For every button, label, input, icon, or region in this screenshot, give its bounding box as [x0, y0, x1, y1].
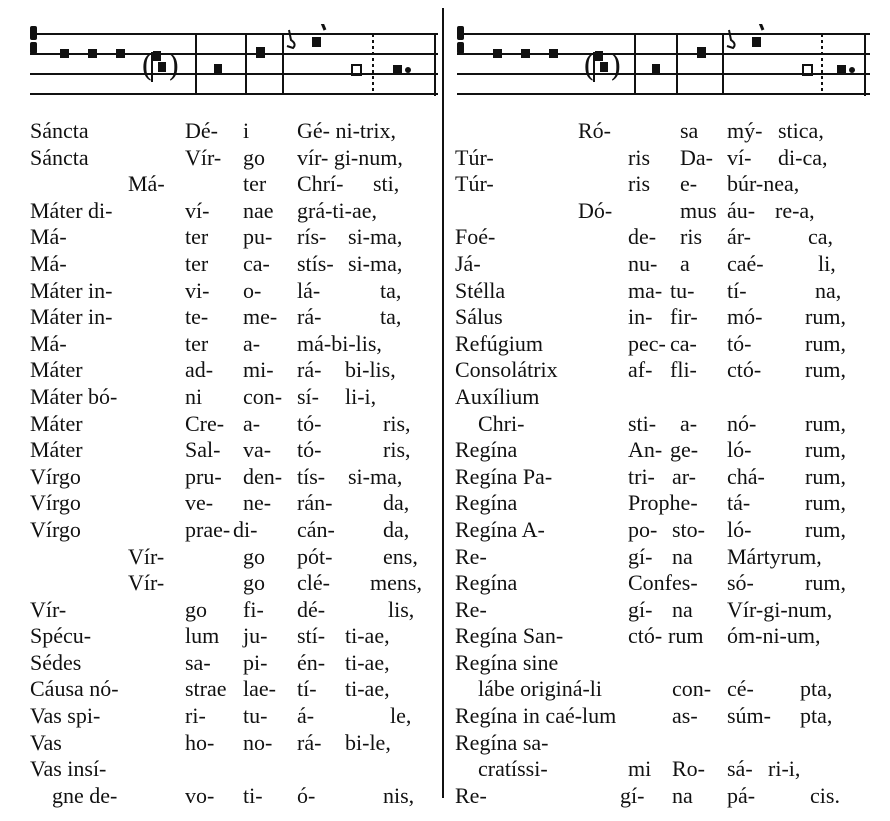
line-start-text: Túr-	[455, 171, 494, 197]
syllable: áu-	[727, 197, 756, 223]
syllable: ca,	[808, 224, 834, 250]
syllable: nis,	[383, 782, 415, 808]
syllable: vi-	[185, 277, 210, 303]
syllable: pta,	[800, 676, 833, 702]
syllable: mens,	[370, 570, 422, 596]
line-start-text: Vas insí-	[30, 756, 107, 782]
syllable: ris	[628, 144, 650, 170]
syllable: ens,	[383, 543, 418, 569]
syllable: go	[243, 144, 265, 170]
svg-text:): )	[168, 49, 180, 84]
syllable: con-	[672, 676, 712, 702]
syllable: lum	[185, 623, 220, 649]
line-start-text: lábe originá-li	[478, 676, 603, 702]
syllable: tó-	[297, 410, 322, 436]
line-start-text: Máter in-	[30, 277, 113, 303]
syllable: tí-	[297, 676, 317, 702]
syllable: na,	[815, 277, 842, 303]
syllable: ter	[185, 250, 209, 276]
syllable: Chrí-	[297, 171, 344, 197]
syllable: si-ma,	[348, 250, 403, 276]
line-start-text: Regína sine	[455, 649, 559, 675]
syllable: ju-	[243, 623, 268, 649]
syllable: si-ma,	[348, 224, 403, 250]
line-start-text: Auxílium	[455, 383, 540, 409]
litany-line	[0, 250, 836, 278]
syllable: pec-	[628, 330, 666, 356]
syllable: rum,	[805, 516, 846, 542]
line-start-text: Vas spi-	[30, 703, 101, 729]
syllable: po-	[628, 516, 658, 542]
line-start-text: Túr-	[455, 144, 494, 170]
syllable: i	[243, 118, 250, 143]
line-start-text: Regína sa-	[455, 729, 549, 755]
litany-line	[0, 330, 846, 358]
syllable: ni	[185, 383, 203, 409]
line-start-text: Re-	[455, 782, 487, 808]
syllable: me-	[243, 304, 278, 330]
line-start-text: Regína	[455, 437, 518, 463]
syllable: Da-	[680, 144, 713, 170]
syllable: den-	[243, 463, 283, 489]
line-start-text: Dó-	[578, 197, 613, 223]
syllable: cán-	[297, 516, 335, 542]
syllable: as-	[672, 703, 698, 729]
line-start-text: Máter	[30, 410, 83, 436]
syllable: no-	[243, 729, 273, 755]
syllable: ris,	[383, 437, 411, 463]
syllable: rum,	[805, 463, 846, 489]
syllable: ad-	[185, 357, 214, 383]
line-start-text: Re-	[455, 596, 487, 622]
syllable: rum,	[805, 357, 846, 383]
syllable: sto-	[672, 516, 705, 542]
syllable: ti-ae,	[345, 676, 390, 702]
syllable: cé-	[727, 676, 754, 702]
chant-notation-right	[455, 24, 875, 100]
syllable: rum,	[805, 570, 846, 596]
line-start-text: Regína A-	[455, 516, 545, 542]
syllable: ti-ae,	[345, 649, 390, 675]
syllable: mi	[628, 756, 652, 782]
syllable: dé-	[297, 596, 326, 622]
line-start-text: Sáncta	[30, 144, 89, 170]
syllable: de-	[628, 224, 657, 250]
syllable: go	[243, 570, 265, 596]
syllable: pru-	[185, 463, 222, 489]
litany-line	[0, 676, 833, 703]
syllable: ter	[185, 224, 209, 250]
syllable: Dé-	[185, 118, 218, 143]
syllable: ter	[185, 330, 209, 356]
syllable: rá-	[297, 729, 322, 755]
litany-line	[0, 543, 822, 571]
syllable: ló-	[727, 437, 752, 463]
litany-line	[0, 596, 833, 624]
syllable: gí-	[620, 782, 645, 808]
syllable: gí-	[628, 543, 653, 569]
syllable: grá-ti-ae,	[297, 197, 377, 223]
line-start-text: Refúgium	[455, 330, 543, 356]
syllable: lá-	[297, 277, 321, 303]
syllable: tu-	[243, 703, 268, 729]
syllable: tí-	[727, 277, 747, 303]
syllable: gí-	[628, 596, 653, 622]
syllable: ctó-	[727, 357, 762, 383]
syllable: ti-	[243, 782, 263, 808]
syllable: va-	[243, 437, 272, 463]
syllable: li,	[818, 250, 836, 276]
line-start-text: Sálus	[455, 304, 503, 330]
syllable: ó-	[297, 782, 316, 808]
litany-line	[0, 357, 846, 384]
litany-line	[0, 782, 840, 810]
syllable: chá-	[727, 463, 765, 489]
litany-column-right	[0, 118, 846, 809]
litany-line	[0, 277, 842, 305]
syllable: pót-	[297, 543, 333, 569]
syllable: na	[672, 782, 693, 808]
syllable: ris,	[383, 410, 411, 436]
line-start-text: Vírgo	[30, 516, 81, 542]
line-start-text: Máter in-	[30, 304, 113, 330]
syllable: Mártyrum,	[727, 543, 822, 569]
litany-line	[0, 197, 815, 225]
syllable: di-	[233, 516, 258, 542]
syllable: mó-	[727, 304, 763, 330]
syllable: le,	[390, 703, 412, 729]
syllable: rís-	[297, 224, 327, 250]
syllable: stí-	[297, 623, 326, 649]
svg-text:): )	[610, 49, 622, 84]
syllable: Prophe-	[628, 490, 698, 516]
syllable: pu-	[243, 224, 273, 250]
syllable: sá-	[727, 756, 753, 782]
syllable: re-a,	[775, 197, 815, 223]
litany-line	[0, 144, 828, 172]
syllable: vír- gi-num,	[297, 144, 403, 170]
syllable: sti-	[628, 410, 657, 436]
syllable: tó-	[297, 437, 322, 463]
syllable: ví-	[727, 144, 752, 170]
syllable: rum,	[805, 490, 846, 516]
syllable: a	[680, 250, 690, 276]
litany-line	[0, 729, 549, 757]
line-start-text: Máter di-	[30, 197, 113, 223]
syllable: stís-	[297, 250, 334, 276]
syllable: ca-	[670, 330, 697, 356]
syllable: fli-	[670, 357, 697, 383]
litany-line	[0, 118, 824, 145]
syllable: rum	[668, 623, 704, 649]
syllable: só-	[727, 570, 754, 596]
syllable: lae-	[243, 676, 276, 702]
syllable: si-ma,	[348, 463, 403, 489]
line-start-text: Cáusa nó-	[30, 676, 119, 702]
music-staff-left	[28, 24, 440, 94]
syllable: rum,	[805, 410, 846, 436]
syllable: na	[672, 543, 693, 569]
svg-text:(: (	[141, 49, 153, 84]
line-start-text: Foé-	[455, 224, 496, 250]
line-start-text: Sáncta	[30, 118, 89, 143]
line-start-text: Sédes	[30, 649, 82, 675]
line-start-text: Máter	[30, 357, 83, 383]
line-start-text: Vír-	[128, 570, 165, 596]
line-start-text: Consolátrix	[455, 357, 558, 383]
syllable: nó-	[727, 410, 757, 436]
syllable: ri-i,	[768, 756, 801, 782]
syllable: lis,	[388, 596, 415, 622]
syllable: ti-ae,	[345, 623, 390, 649]
syllable: na	[672, 596, 693, 622]
column-divider	[442, 8, 444, 798]
syllable: búr-nea,	[727, 171, 800, 197]
syllable: tri-	[628, 463, 655, 489]
syllable: má-bi-lis,	[297, 330, 382, 356]
litany-line	[0, 171, 800, 198]
litany-line	[0, 410, 846, 438]
syllable: con-	[243, 383, 283, 409]
syllable: ter	[243, 171, 267, 197]
syllable: Vír-	[185, 144, 222, 170]
syllable: af-	[628, 357, 653, 383]
syllable: tís-	[297, 463, 326, 489]
syllable: bi-lis,	[345, 357, 396, 383]
litany-line	[0, 516, 846, 544]
syllable: li-i,	[345, 383, 377, 409]
syllable: stica,	[778, 118, 824, 143]
music-staff-right	[455, 24, 875, 94]
syllable: mus	[680, 197, 717, 223]
line-start-text: Má-	[128, 171, 165, 197]
line-start-text: Ró-	[578, 118, 611, 143]
line-start-text: Má-	[30, 224, 67, 250]
syllable: mý-	[727, 118, 763, 143]
line-start-text: Máter bó-	[30, 383, 118, 409]
syllable: rum,	[805, 330, 846, 356]
syllable: a-	[243, 330, 261, 356]
syllable: ge-	[670, 437, 699, 463]
syllable: óm-ni-um,	[727, 623, 821, 649]
syllable: sa	[680, 118, 699, 143]
syllable: a-	[680, 410, 698, 436]
syllable: rán-	[297, 490, 333, 516]
syllable: rum,	[805, 437, 846, 463]
litany-line	[0, 224, 834, 251]
syllable: a-	[243, 410, 261, 436]
line-start-text: Re-	[455, 543, 487, 569]
litany-line	[0, 490, 846, 517]
litany-line	[0, 304, 846, 331]
line-start-text: Chri-	[478, 410, 525, 436]
syllable: ar-	[672, 463, 696, 489]
syllable: da,	[383, 516, 410, 542]
syllable: ris	[628, 171, 650, 197]
syllable: go	[185, 596, 207, 622]
line-start-text: Spécu-	[30, 623, 92, 649]
line-start-text: Vírgo	[30, 490, 81, 516]
litany-line	[0, 756, 801, 783]
syllable: rá-	[297, 357, 322, 383]
syllable: o-	[243, 277, 262, 303]
litany-line	[0, 623, 821, 650]
syllable: mi-	[243, 357, 274, 383]
syllable: rá-	[297, 304, 322, 330]
syllable: ta,	[380, 277, 402, 303]
line-start-text: cratíssi-	[478, 756, 548, 782]
line-start-text: Regína	[455, 570, 518, 596]
syllable: ctó-	[628, 623, 663, 649]
litany-line	[0, 570, 846, 597]
syllable: da,	[383, 490, 410, 516]
syllable: á-	[297, 703, 315, 729]
syllable: caé-	[727, 250, 764, 276]
syllable: Ro-	[672, 756, 705, 782]
syllable: Vír-gi-num,	[727, 596, 833, 622]
syllable: ca-	[243, 250, 270, 276]
syllable: ri-	[185, 703, 206, 729]
syllable: ris	[680, 224, 702, 250]
syllable: Gé- ni-trix,	[297, 118, 396, 143]
syllable: vo-	[185, 782, 215, 808]
line-start-text: Vír-	[128, 543, 165, 569]
line-start-text: Vírgo	[30, 463, 81, 489]
syllable: ne-	[243, 490, 272, 516]
syllable: pá-	[727, 782, 756, 808]
syllable: sa-	[185, 649, 211, 675]
syllable: súm-	[727, 703, 771, 729]
syllable: pta,	[800, 703, 833, 729]
syllable: cis.	[810, 782, 840, 808]
syllable: tó-	[727, 330, 752, 356]
syllable: bi-le,	[345, 729, 391, 755]
litany-line	[0, 649, 559, 677]
syllable: rum,	[805, 304, 846, 330]
syllable: tu-	[670, 277, 695, 303]
syllable: tá-	[727, 490, 751, 516]
syllable: ve-	[185, 490, 214, 516]
syllable: nu-	[628, 250, 658, 276]
line-start-text: Regína San-	[455, 623, 564, 649]
syllable: pi-	[243, 649, 268, 675]
syllable: sti,	[373, 171, 400, 197]
syllable: Confes-	[628, 570, 698, 596]
line-start-text: Regína in caé-lum	[455, 703, 617, 729]
syllable: Sal-	[185, 437, 221, 463]
line-start-text: Vír-	[30, 596, 67, 622]
syllable: in-	[628, 304, 653, 330]
syllable: fir-	[670, 304, 698, 330]
litany-line	[0, 437, 846, 464]
syllable: prae-	[185, 516, 231, 542]
line-start-text: Stélla	[455, 277, 506, 303]
syllable: go	[243, 543, 265, 569]
litany-line	[0, 383, 540, 411]
syllable: ho-	[185, 729, 215, 755]
chant-notation-left	[28, 24, 440, 100]
syllable: nae	[243, 197, 274, 223]
syllable: clé-	[297, 570, 330, 596]
syllable: sí-	[297, 383, 319, 409]
line-start-text: Vas	[30, 729, 62, 755]
litany-line	[0, 463, 846, 491]
syllable: Cre-	[185, 410, 225, 436]
syllable: ví-	[185, 197, 210, 223]
syllable: di-ca,	[778, 144, 828, 170]
line-start-text: Já-	[455, 250, 481, 276]
line-start-text: Má-	[30, 250, 67, 276]
line-start-text: gne de-	[52, 782, 118, 808]
syllable: én-	[297, 649, 326, 675]
syllable: ló-	[727, 516, 752, 542]
syllable: e-	[680, 171, 698, 197]
syllable: An-	[628, 437, 663, 463]
svg-text:(: (	[583, 49, 595, 84]
line-start-text: Regína	[455, 490, 518, 516]
syllable: te-	[185, 304, 209, 330]
line-start-text: Regína Pa-	[455, 463, 553, 489]
line-start-text: Má-	[30, 330, 67, 356]
syllable: strae	[185, 676, 227, 702]
syllable: fi-	[243, 596, 264, 622]
line-start-text: Máter	[30, 437, 83, 463]
syllable: ma-	[628, 277, 663, 303]
litany-line	[0, 703, 833, 730]
syllable: ta,	[380, 304, 402, 330]
syllable: ár-	[727, 224, 751, 250]
